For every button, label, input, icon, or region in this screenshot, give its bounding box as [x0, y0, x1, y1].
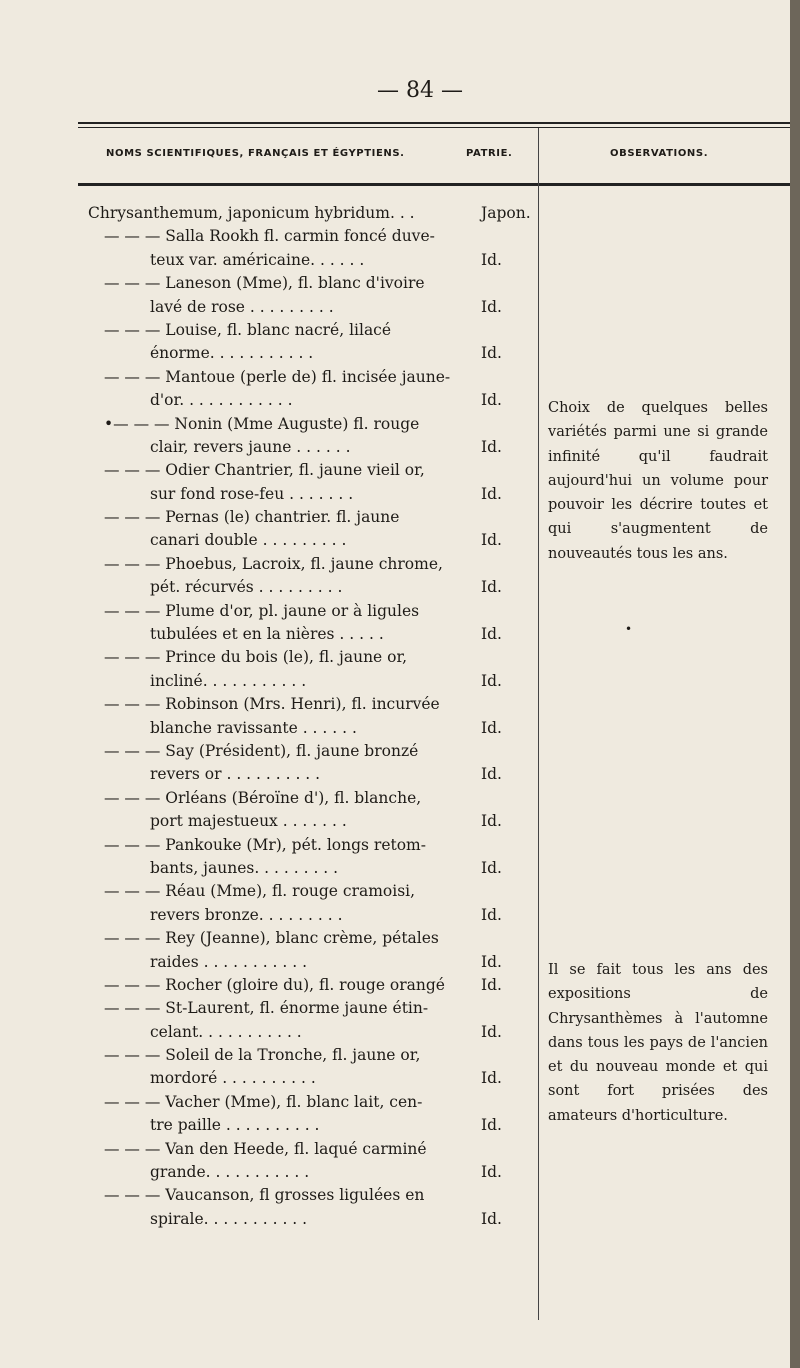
- entry-line: [88, 553, 528, 576]
- entry-line: [88, 1091, 528, 1114]
- entry-patrie: Id.: [481, 250, 502, 269]
- entry-line: [88, 225, 528, 248]
- entry-text: mordoré . . . . . . . . . .: [150, 1069, 316, 1088]
- entry-text: incliné. . . . . . . . . . .: [150, 671, 307, 690]
- entry-patrie: Japon.: [481, 204, 531, 222]
- entry-text: — — — Soleil de la Tronche, fl. jaune or,: [104, 1046, 421, 1065]
- entry-line: [88, 974, 528, 997]
- entry-patrie: Id.: [481, 531, 502, 550]
- entry-line: [88, 810, 528, 833]
- entry-patrie: Id.: [481, 1069, 502, 1088]
- entry-line: [88, 787, 528, 810]
- entry-line: [88, 342, 528, 365]
- entry-line: [88, 483, 528, 506]
- entry-line: [88, 529, 528, 552]
- entry-text: revers bronze. . . . . . . . .: [150, 905, 343, 924]
- entry-text: revers or . . . . . . . . . .: [150, 765, 321, 784]
- observation-1: Choix de quelques belles variétés parmi une si grande infinité qu'il faudrait aujourd'hui un volume pour pouvoir les décrire toutes et qui s'augmentent de nouveautés tous les ans.: [548, 400, 768, 562]
- entries-list: [88, 202, 531, 1231]
- entry-patrie: Id.: [481, 812, 502, 831]
- entry-text: •— — — Nonin (Mme Auguste) fl. rouge: [104, 414, 420, 433]
- entry-line: [88, 1044, 528, 1067]
- header-names: NOMS SCIENTIFIQUES, FRANÇAIS ET ÉGYPTIENS.: [106, 148, 405, 159]
- entry-text: — — — Rocher (gloire du), fl. rouge orangé: [104, 975, 445, 994]
- entry-text: — — — Mantoue (perle de) fl. incisée jaune-: [104, 367, 451, 386]
- entry-patrie: Id.: [481, 1116, 502, 1135]
- entry-patrie: Id.: [481, 625, 502, 644]
- entry-patrie: Id.: [481, 437, 502, 456]
- entry-line: [88, 951, 528, 974]
- entry-text: — — — Robinson (Mrs. Henri), fl. incurvée: [104, 695, 440, 714]
- entry-line: [88, 1021, 528, 1044]
- entry-text: tubulées et en la nières . . . . .: [150, 625, 384, 644]
- entry-line: [88, 436, 528, 459]
- entry-text: — — — Phoebus, Lacroix, fl. jaune chrome,: [104, 554, 443, 573]
- entry-text: — — — Réau (Mme), fl. rouge cramoisi,: [104, 882, 416, 901]
- entry-line: [88, 576, 528, 599]
- entry-line: [88, 389, 528, 412]
- entry-patrie: Id.: [481, 858, 502, 877]
- page-edge: [790, 0, 800, 1368]
- entry-line: [88, 1184, 528, 1207]
- entry-line: [88, 1208, 528, 1231]
- entry-line: [88, 249, 528, 272]
- entry-line: [88, 459, 528, 482]
- entry-line: [88, 646, 528, 669]
- entry-text: lavé de rose . . . . . . . . .: [150, 297, 334, 316]
- entry-line: [88, 927, 528, 950]
- header-observations: OBSERVATIONS.: [610, 148, 709, 159]
- observation-2: Il se fait tous les ans des expositions de Chrysanthèmes à l'automne dans tous les pays de l'ancien et du nouveau monde et qui sont fort prisées des amateurs d'horticulture.: [548, 962, 768, 1124]
- column-divider: [538, 128, 539, 1320]
- entry-patrie: Id.: [481, 1022, 502, 1041]
- entry-line: [88, 1067, 528, 1090]
- entry-text: — — — Plume d'or, pl. jaune or à ligules: [104, 601, 420, 620]
- entry-patrie: Id.: [481, 578, 502, 597]
- entry-patrie: Id.: [481, 905, 502, 924]
- entry-line: [88, 1114, 528, 1137]
- entry-patrie: Id.: [481, 484, 502, 503]
- entry-text: — — — Vacher (Mme), fl. blanc lait, cen-: [104, 1092, 423, 1111]
- entry-patrie: Id.: [481, 1163, 502, 1182]
- entry-text: grande. . . . . . . . . . .: [150, 1163, 310, 1182]
- entry-text: raides . . . . . . . . . . .: [150, 952, 308, 971]
- entry-line: [88, 1138, 528, 1161]
- entry-text: Chrysanthemum, japonicum hybridum. . .: [88, 204, 415, 222]
- entry-text: clair, revers jaune . . . . . .: [150, 437, 351, 456]
- entry-line: [88, 296, 528, 319]
- entry-text: — — — Louise, fl. blanc nacré, lilacé: [104, 320, 392, 339]
- entry-text: sur fond rose-feu . . . . . . .: [150, 484, 354, 503]
- entry-text: — — — Orléans (Béroïne d'), fl. blanche,: [104, 788, 422, 807]
- entry-patrie: Id.: [481, 975, 502, 994]
- entry-line: [88, 880, 528, 903]
- entry-text: — — — Laneson (Mme), fl. blanc d'ivoire: [104, 274, 425, 293]
- entry-line: [88, 1161, 528, 1184]
- entry-text: — — — Van den Heede, fl. laqué carminé: [104, 1139, 427, 1158]
- entry-line: [88, 763, 528, 786]
- entry-text: pét. récurvés . . . . . . . . .: [150, 578, 343, 597]
- entry-line: [88, 693, 528, 716]
- entry-line: [88, 740, 528, 763]
- entry-line: [88, 997, 528, 1020]
- entry-patrie: Id.: [481, 344, 502, 363]
- entry-line: [88, 670, 528, 693]
- entry-text: tre paille . . . . . . . . . .: [150, 1116, 320, 1135]
- entry-patrie: Id.: [481, 297, 502, 316]
- entry-line: [88, 272, 528, 295]
- bullet-mark: •: [625, 622, 633, 636]
- entry-text: — — — St-Laurent, fl. énorme jaune étin-: [104, 999, 429, 1018]
- entry-text: port majestueux . . . . . . .: [150, 812, 347, 831]
- entry-text: énorme. . . . . . . . . . .: [150, 344, 314, 363]
- entry-text: — — — Pernas (le) chantrier. fl. jaune: [104, 508, 400, 527]
- entry-text: d'or. . . . . . . . . . . .: [150, 391, 293, 410]
- entry-patrie: Id.: [481, 952, 502, 971]
- entry-patrie: Id.: [481, 765, 502, 784]
- entry-text: teux var. américaine. . . . . .: [150, 250, 365, 269]
- entry-text: spirale. . . . . . . . . . .: [150, 1209, 308, 1228]
- entry-line: [88, 857, 528, 880]
- entry-text: blanche ravissante . . . . . .: [150, 718, 357, 737]
- entry-patrie: Id.: [481, 1209, 502, 1228]
- entry-line: [88, 319, 528, 342]
- entry-patrie: Id.: [481, 671, 502, 690]
- entry-text: — — — Rey (Jeanne), blanc crème, pétales: [104, 929, 439, 948]
- page-number: — 84 —: [377, 78, 463, 103]
- entry-line: [88, 366, 528, 389]
- header-patrie: PATRIE.: [466, 148, 513, 159]
- entry-text: — — — Salla Rookh fl. carmin foncé duve-: [104, 227, 435, 246]
- entry-text: bants, jaunes. . . . . . . . .: [150, 858, 339, 877]
- header-rule: [78, 183, 796, 186]
- entry-line: [88, 600, 528, 623]
- entry-text: canari double . . . . . . . . .: [150, 531, 347, 550]
- entry-line: [88, 623, 528, 646]
- entry-patrie: Id.: [481, 718, 502, 737]
- entry-text: — — — Odier Chantrier, fl. jaune vieil or,: [104, 461, 425, 480]
- entry-line: [88, 202, 531, 225]
- top-rule: [78, 122, 796, 124]
- entry-line: [88, 506, 528, 529]
- entry-text: — — — Pankouke (Mr), pét. longs retom-: [104, 835, 426, 854]
- entry-line: [88, 834, 528, 857]
- entry-patrie: Id.: [481, 391, 502, 410]
- entry-text: — — — Vaucanson, fl grosses ligulées en: [104, 1186, 425, 1205]
- entry-line: [88, 717, 528, 740]
- entry-line: [88, 413, 528, 436]
- entry-line: [88, 904, 528, 927]
- entry-text: — — — Say (Président), fl. jaune bronzé: [104, 741, 419, 760]
- entry-text: — — — Prince du bois (le), fl. jaune or,: [104, 648, 408, 667]
- top-rule-thin: [78, 127, 796, 128]
- entry-text: celant. . . . . . . . . . .: [150, 1022, 302, 1041]
